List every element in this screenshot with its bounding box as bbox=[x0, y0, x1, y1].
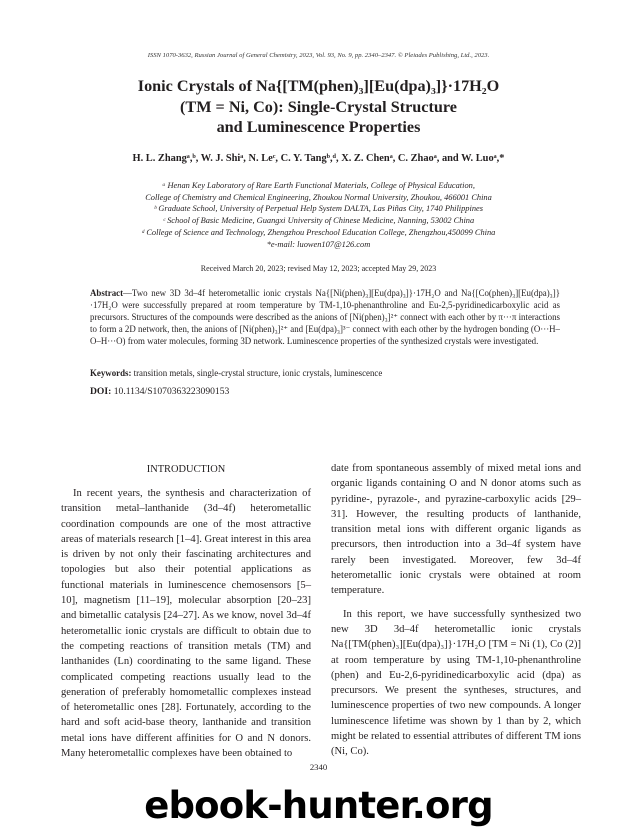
title-line-2: (TM = Ni, Co): Single-Crystal Structure bbox=[180, 97, 457, 116]
affiliation-d: ᵈ College of Science and Technology, Zhengzhou Preschool Education College, Zhengzhou,450099 China bbox=[141, 227, 496, 237]
received-dates: Received March 20, 2023; revised May 12, 2023; accepted May 29, 2023 bbox=[200, 264, 437, 273]
affiliation-c: ᶜ School of Basic Medicine, Guangxi University of Chinese Medicine, Nanning, 53002 China bbox=[162, 216, 475, 226]
section-heading-introduction: INTRODUCTION bbox=[146, 464, 226, 475]
keywords-label: Keywords: bbox=[90, 368, 132, 378]
right-column-paragraph-2: In this report, we have successfully synthesized two new 3D 3d–4f heterometallic ionic crystals Na{[TM(phen)₃][Eu(dpa)₃]}·17H₂O [TM = Ni (1), Co (2)] at room temperature by using TM-1,10-phenanthroline (phen) and Eu-2,6-pyridinedicarboxylic acid (dpa) as precursors. We present the syntheses, structures, and luminescence properties of two new compounds. A longer luminescence lifetime was shown by 1 than by 2, which might be related to essential attributes of different TM ions (Ni, Co). bbox=[331, 608, 581, 758]
title-line-1: Ionic Crystals of Na{[TM(phen)₃][Eu(dpa)₃]}·17H₂O bbox=[137, 77, 500, 95]
affiliation-b: ᵇ Graduate School, University of Perpetual Help System DALTA, Las Piñas City, 1740 Philippines bbox=[154, 204, 483, 214]
left-column-paragraph: In recent years, the synthesis and characterization of transition metal–lanthanide (3d–4f) heterometallic coordination compounds are one of the most attractive areas of materials research [1–4]. Great interest in this area is driven by not only their fascinating architectures and topologies but also their potential applications as functional materials in luminescence chemosensors [5–10], magnetism [11–19], molecular absorption [20–23] and bimetallic catalysis [24–27]. As we know, novel 3d–4f heterometallic ionic crystals are difficult to obtain due to the competing reactions of transition metals (TM) and lanthanides (Ln) coordinating to the same ligand. These complicated competing reactions usually lead to the generation of preferably homometallic complexes instead of heterometallic ones [28]. Fortunately, according to the hard and soft acid-base theory, lanthanide and transition metal ions have different affinities for O and N donors. Many heterometallic complexes have been obtained to bbox=[61, 488, 312, 760]
right-column-paragraph-1: date from spontaneous assembly of mixed metal ions and organic ligands containing O and N donor atoms such as pyridine-, pyrazole-, and pyrazine-carboxylic acids [29–31]. However, the resulting products of lanthanide, transition metal ions with different organic ligands as precursors, then introduction into a 3d–4f system have rarely been investigated. Moreover, few 3d–4f heterometallic ionic crystals were obtained at room temperature. bbox=[331, 463, 581, 597]
affiliations bbox=[30, 180, 607, 250]
abstract-text: —Two new 3D 3d–4f heterometallic ionic crystals Na{[Ni(phen)₃][Eu(dpa)₃]}·17H₂O and Na{[Co(phen)₃][Eu(dpa)₃]}·17H₂O were successfully prepared at room temperature by TM-1,10-phenanthroline and Eu-2,5-pyridinedicarboxylic acid as precursors. Structures of the compounds were described as the anions of [Ni(phen)₃]²⁺ connect with each other by π···π interactions to form a 2D network, then, the anions of [Ni(phen)₃]²⁺ and [Eu(dpa)₃]³⁻ connect with each other by the hydrogen bonding (O···H–O–H···O) from water molecules, forming 3D network. Luminescence properties of the synthesized crystals were investigated. bbox=[90, 288, 560, 346]
abstract-label: Abstract bbox=[90, 288, 124, 298]
doi-link[interactable]: 10.1134/S1070363223090153 bbox=[111, 386, 230, 397]
watermark: ebook-hunter.org bbox=[144, 784, 493, 827]
contact-email: *e-mail: luowen107@126.com bbox=[266, 239, 371, 249]
author-list: H. L. Zhangᵃ,ᵇ, W. J. Shiᵃ, N. Leᶜ, C. Y. Tangᵇ,ᵈ, X. Z. Chenᵃ, C. Zhaoᵃ, and W. Luoᵃ,* bbox=[132, 153, 505, 164]
affiliation-a1: ᵃ Henan Key Laboratory of Rare Earth Functional Materials, College of Physical Education, bbox=[162, 181, 475, 190]
title-line-3: and Luminescence Properties bbox=[216, 118, 421, 136]
right-column bbox=[331, 461, 581, 760]
keywords-text: transition metals, single-crystal structure, ionic crystals, luminescence bbox=[131, 368, 383, 378]
abstract bbox=[90, 287, 560, 347]
affiliation-a2: College of Chemistry and Chemical Engineering, Zhoukou Normal University, Zhoukou, 466001 China bbox=[145, 192, 492, 202]
doi bbox=[90, 386, 560, 397]
keywords bbox=[90, 368, 560, 378]
doi-label: DOI: bbox=[90, 386, 112, 397]
page-number: 2340 bbox=[309, 762, 328, 772]
journal-header: ISSN 1070-3632, Russian Journal of General Chemistry, 2023, Vol. 93, No. 9, pp. 2340–2347. © Pleiades Publishing, Ltd., 2023. bbox=[147, 52, 490, 59]
article-title bbox=[40, 76, 597, 138]
